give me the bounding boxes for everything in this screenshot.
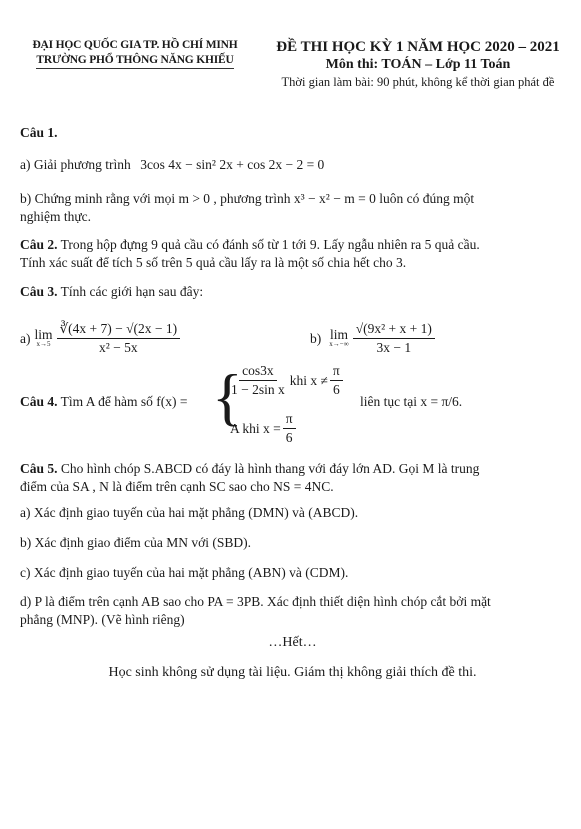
- q2-text: Trong hộp đựng 9 quả cầu có đánh số từ 1 tới 9. Lấy ngẫu nhiên ra 5 quả cầu.: [60, 237, 480, 252]
- q3-b-fraction: [353, 320, 435, 357]
- q4-case1-condition: khi x ≠: [289, 372, 328, 388]
- q3-a-lim-sub: x→5: [36, 340, 51, 348]
- q3-b-label: b): [310, 330, 322, 346]
- footer-note: Học sinh không sử dụng tài liệu. Giám thị không giải thích đề thi.: [108, 665, 477, 680]
- q1-a-text: a) Giải phương trình: [20, 157, 131, 172]
- school-name: TRƯỜNG PHỔ THÔNG NĂNG KHIẾU: [36, 53, 233, 69]
- university-name: ĐẠI HỌC QUỐC GIA TP. HỒ CHÍ MINH: [32, 39, 238, 51]
- q1-a-equation: 3cos 4x − sin² 2x + cos 2x − 2 = 0: [140, 157, 325, 172]
- q3-limit-a: [20, 320, 180, 357]
- q3-a-numerator: ∛(4x + 7) − √(2x − 1): [57, 320, 181, 339]
- q5-part-a: a) Xác định giao tuyến của hai mặt phẳng (DMN) và (ABCD).: [20, 505, 359, 520]
- q5-text: Cho hình chóp S.ABCD có đáy là hình thang với đáy lớn AD. Gọi M là trung: [60, 461, 480, 476]
- question-5: [20, 460, 565, 496]
- q4-tail: liên tục tại x = π/6.: [360, 394, 463, 409]
- q4-text: Tìm A để hàm số f(x) =: [60, 394, 188, 409]
- q4-label: Câu 4.: [20, 394, 58, 409]
- q4-case1-six: 6: [332, 382, 340, 397]
- q3-limit-b: [310, 320, 435, 357]
- q4-case1-numerator: cos3x: [239, 362, 277, 381]
- q3-text: Tính các giới hạn sau đây:: [60, 284, 204, 299]
- exam-time-note: Thời gian làm bài: 90 phút, không kể thời gian phát đề: [281, 75, 555, 89]
- q4-intro: [20, 393, 188, 411]
- q3-limits: [20, 312, 565, 356]
- q5-part-d: [20, 593, 565, 629]
- q3-a-label: a): [20, 330, 31, 346]
- q4-case1-pi: π: [330, 362, 343, 381]
- q1-part-b: [20, 190, 565, 226]
- q1-b-text2: nghiệm thực.: [20, 209, 92, 224]
- q5-d-text: d) P là điểm trên cạnh AB sao cho PA = 3PB. Xác định thiết diện hình chóp cắt bởi mặt: [20, 594, 491, 609]
- q5-text2: điểm của SA , N là điểm trên cạnh SC sao cho NS = 4NC.: [20, 479, 334, 494]
- q3-label: Câu 3.: [20, 284, 58, 299]
- q3-a-denominator: x² − 5x: [98, 340, 138, 355]
- q4-case-1: [228, 362, 343, 399]
- q3-a-lim-word: lim: [34, 327, 53, 342]
- q3-b-lim-word: lim: [329, 327, 348, 342]
- q1-label: Câu 1.: [20, 125, 58, 140]
- q3-a-fraction: [57, 320, 181, 357]
- q3-b-lim-sub: x→−∞: [329, 340, 349, 348]
- q5-d-text2: phẳng (MNP). (Vẽ hình riêng): [20, 612, 185, 627]
- q4-brace: {: [212, 361, 243, 432]
- q4-case-2: [230, 410, 296, 447]
- exam-subject: Môn thi: TOÁN – Lớp 11 Toán: [325, 57, 511, 72]
- q1-part-a: [20, 156, 565, 174]
- q4-case2-pi: π: [283, 410, 296, 429]
- q5-label: Câu 5.: [20, 461, 58, 476]
- question-3: [20, 283, 565, 301]
- q2-text2: Tính xác suất để tích 5 số trên 5 quả cầu lấy ra là một số chia hết cho 3.: [20, 255, 407, 270]
- exam-header: [262, 38, 574, 90]
- q2-label: Câu 2.: [20, 237, 58, 252]
- school-header: [10, 38, 260, 69]
- question-4: [20, 360, 565, 450]
- q3-b-denominator: 3x − 1: [376, 340, 412, 355]
- q4-case1-denominator: 1 − 2sin x: [231, 382, 285, 397]
- q5-part-c: c) Xác định giao tuyến của hai mặt phẳng (ABN) và (CDM).: [20, 565, 349, 580]
- q3-b-lim: [329, 329, 348, 348]
- q5-part-b: b) Xác định giao điểm của MN với (SBD).: [20, 535, 251, 550]
- q4-case2-six: 6: [285, 430, 293, 445]
- q4-case1-pi-over-six: [330, 362, 343, 399]
- q1-b-text: b) Chứng minh rằng với mọi m > 0 , phương trình x³ − x² − m = 0 luôn có đúng một: [20, 191, 475, 206]
- q3-b-numerator: √(9x² + x + 1): [353, 320, 435, 339]
- end-marker: …Hết…: [268, 635, 317, 650]
- q4-case1-fraction: [228, 362, 288, 399]
- q3-a-lim: [35, 329, 53, 348]
- exam-title: ĐỀ THI HỌC KỲ 1 NĂM HỌC 2020 – 2021: [276, 39, 560, 55]
- question-2: [20, 236, 565, 272]
- q4-case2-pi-over-six: [283, 410, 296, 447]
- q4-case2-text: A khi x =: [230, 420, 281, 436]
